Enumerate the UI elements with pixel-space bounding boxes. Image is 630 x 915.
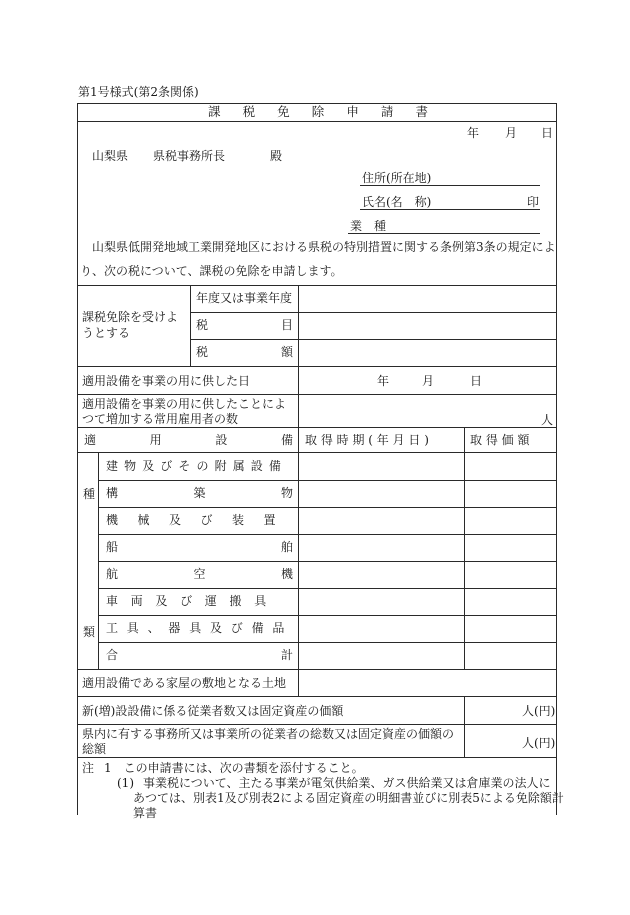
application-block-bottom <box>77 285 557 286</box>
form-title-char: 除 <box>311 104 325 119</box>
category-divider-1 <box>98 480 557 481</box>
notes-label: 注 <box>82 761 95 775</box>
new-equipment-row-bottom <box>77 724 557 725</box>
equip-header-char: 設 <box>215 433 228 447</box>
total-assets-label-line-1: 県内に有する事務所又は事業所の従業者の総数又は固定資産の価額の <box>82 727 455 741</box>
equipment-header-label <box>84 434 293 446</box>
used-date-day: 日 <box>470 374 483 388</box>
category-label-divider <box>98 452 99 669</box>
category-buildings: 建物及びその附属設備 <box>106 459 288 473</box>
address-label: 住所(所在地) <box>362 171 432 185</box>
tax-section-label-line-1: 課税免除を受けよ <box>82 310 179 324</box>
acquisition-time-header: 取 得 時 期 ( 年 月 日 ) <box>305 433 429 447</box>
used-date-month: 月 <box>422 374 435 388</box>
category-total <box>106 649 293 661</box>
form-title-char: 税 <box>242 104 256 119</box>
tax-value-divider <box>298 285 299 366</box>
form-style-label: 第1号様式(第2条関係) <box>78 85 199 99</box>
category-char: 合 <box>106 648 119 662</box>
used-date-year: 年 <box>377 374 390 388</box>
category-char: 築 <box>193 486 206 500</box>
used-date-row-bottom <box>77 394 557 395</box>
tax-item-label <box>196 319 293 331</box>
acquisition-price-header: 取 得 価 額 <box>470 433 530 447</box>
note-1-sub-line-1: 事業税について、主たる事業が電気供給業、ガス供給業又は倉庫業の法人に <box>143 776 551 790</box>
used-date-divider <box>298 366 299 427</box>
addressee-prefecture: 山梨県 <box>92 149 129 163</box>
tax-label-divider <box>190 285 191 366</box>
employee-unit: 人 <box>541 413 554 427</box>
seal-mark: 印 <box>527 195 540 209</box>
category-divider-5 <box>98 588 557 589</box>
total-assets-unit: 人(円) <box>522 736 556 750</box>
addressee-office: 県税事務所長 <box>153 149 226 163</box>
employee-row-bottom <box>77 427 557 428</box>
acq-price-divider <box>464 427 465 669</box>
category-structures <box>106 487 293 499</box>
land-row-divider <box>298 669 299 696</box>
date-day: 日 <box>541 126 554 140</box>
category-divider-2 <box>98 507 557 508</box>
land-row-bottom <box>77 696 557 697</box>
unit-column-divider <box>464 696 465 757</box>
categories-bottom <box>77 669 557 670</box>
tax-row-divider-1 <box>190 312 557 313</box>
tax-row-divider-2 <box>190 339 557 340</box>
category-char: 構 <box>106 486 119 500</box>
table-left-border <box>77 103 78 815</box>
category-char: 航 <box>106 567 119 581</box>
employee-increase-label-line-2: つて増加する常用雇用者の数 <box>82 412 239 426</box>
business-type-field-line[interactable] <box>348 233 540 234</box>
business-type-label: 業 種 <box>350 219 387 233</box>
category-divider-3 <box>98 534 557 535</box>
category-ships <box>106 541 293 553</box>
note-1-sub-number: (1) <box>117 776 134 790</box>
name-label: 氏名(名 称) <box>362 195 432 209</box>
category-label-char-1: 種 <box>83 487 96 501</box>
category-char: 船 <box>106 540 119 554</box>
name-field-line[interactable] <box>360 209 540 210</box>
address-field-line[interactable] <box>360 185 540 186</box>
application-text-line-2: り、次の税について、課税の免除を申請します。 <box>80 264 343 278</box>
category-aircraft <box>106 568 293 580</box>
category-machinery: 機械及び装置 <box>106 513 296 527</box>
category-char: 舶 <box>280 540 293 554</box>
category-tools: 工具、器具及び備品 <box>106 621 294 635</box>
note-1-sub-line-2: あつては、別表1及び別表2による固定資産の明細書並びに別表5による免除額計 <box>133 791 564 805</box>
total-row-bottom <box>77 757 557 758</box>
category-char: 機 <box>280 567 293 581</box>
fiscal-year-label: 年度又は事業年度 <box>196 291 293 305</box>
category-char: 物 <box>280 486 293 500</box>
equipment-header-bottom <box>77 452 557 453</box>
land-row-label: 適用設備である家屋の敷地となる土地 <box>82 676 287 690</box>
equip-header-char: 適 <box>84 433 97 447</box>
category-divider-4 <box>98 561 557 562</box>
equip-header-char: 備 <box>280 433 293 447</box>
tax-amount-char: 額 <box>280 345 293 359</box>
form-title-char: 請 <box>380 104 394 119</box>
used-date-label: 適用設備を事業の用に供した日 <box>82 374 251 388</box>
tax-item-char: 税 <box>196 318 209 332</box>
acq-time-divider <box>298 427 299 669</box>
date-year: 年 <box>467 126 480 140</box>
addressee-honorific: 殿 <box>270 149 283 163</box>
table-right-border <box>556 103 557 815</box>
total-assets-label-line-2: 総額 <box>82 742 107 756</box>
form-title-char: 申 <box>346 104 359 119</box>
employee-increase-label-line-1: 適用設備を事業の用に供したことによ <box>82 397 287 411</box>
equip-header-char: 用 <box>149 433 162 447</box>
date-month: 月 <box>505 126 518 140</box>
tax-section-bottom <box>77 366 557 367</box>
category-char: 計 <box>280 648 293 662</box>
category-vehicles: 車両及び運搬具 <box>106 594 279 608</box>
tax-amount-label <box>196 346 293 358</box>
new-equipment-unit: 人(円) <box>522 704 556 718</box>
category-divider-7 <box>98 642 557 643</box>
tax-amount-char: 税 <box>196 345 209 359</box>
category-divider-6 <box>98 615 557 616</box>
category-char: 空 <box>193 567 206 581</box>
form-title-char: 課 <box>208 104 221 119</box>
title-row-bottom <box>77 121 557 122</box>
tax-item-char: 目 <box>280 318 293 332</box>
form-title <box>208 106 428 119</box>
category-label-char-2: 類 <box>83 625 96 639</box>
note-1: 1 この申請書には、次の書類を添付すること。 <box>104 761 364 775</box>
application-text-line-1: 山梨県低開発地域工業開発地区における県税の特別措置に関する条例第3条の規定によ <box>92 240 556 254</box>
note-1-sub-line-3: 算書 <box>133 806 158 820</box>
new-equipment-label: 新(増)設設備に係る従業者数又は固定資産の価額 <box>82 704 344 718</box>
form-title-char: 免 <box>277 104 290 119</box>
tax-section-label-line-2: うとする <box>82 326 131 340</box>
form-title-char: 書 <box>415 104 428 119</box>
